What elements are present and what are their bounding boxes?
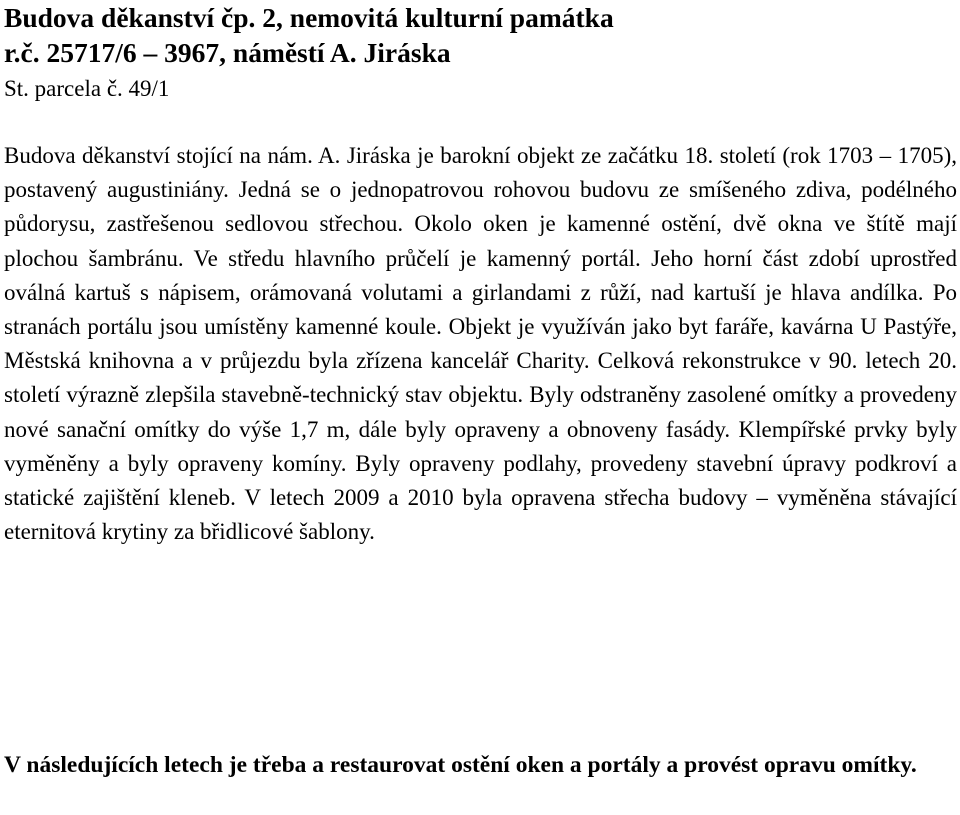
heading-line-2: r.č. 25717/6 – 3967, náměstí A. Jiráska <box>4 37 451 68</box>
conclusion-paragraph: V následujících letech je třeba a restaurovat ostění oken a portály a provést opravu omítky. <box>4 752 917 778</box>
parcel-number: St. parcela č. 49/1 <box>4 76 170 101</box>
heading-line-1: Budova děkanství čp. 2, nemovitá kulturní památka <box>4 2 614 33</box>
description-paragraph: Budova děkanství stojící na nám. A. Jiráska je barokní objekt ze začátku 18. století (rok 1703 – 1705), postavený augustiniány. Jedná se o jednopatrovou rohovou budovu ze smíšeného zdiva, podélného půdorysu, zastřešenou sedlovou střechou. Okolo oken je kamenné ostění, dvě okna ve štítě mají plochou šambránu. Ve středu hlavního průčelí je kamenný portál. Jeho horní část zdobí uprostřed oválná kartuš s nápisem, orámovaná volutami a girlandami z růží, nad kartuší je hlava andílka. Po stranách portálu jsou umístěny kamenné koule. Objekt je využíván jako byt faráře, kavárna U Pastýře, Městská knihovna a v průjezdu byla zřízena kancelář Charity. Celková rekonstrukce v 90. letech 20. století výrazně zlepšila stavebně-technický stav objektu. Byly odstraněny zasolené omítky a provedeny nové sanační omítky do výše 1,7 m, dále byly opraveny a obnoveny fasády. Klempířské prvky byly vyměněny a byly opraveny komíny. Byly opraveny podlahy, provedeny stavební úpravy podkroví a statické zajištění kleneb. V letech 2009 a 2010 byla opravena střecha budovy – vyměněna stávající eternitová krytiny za břidlicové šablony. <box>4 143 957 545</box>
document-heading <box>4 0 957 70</box>
